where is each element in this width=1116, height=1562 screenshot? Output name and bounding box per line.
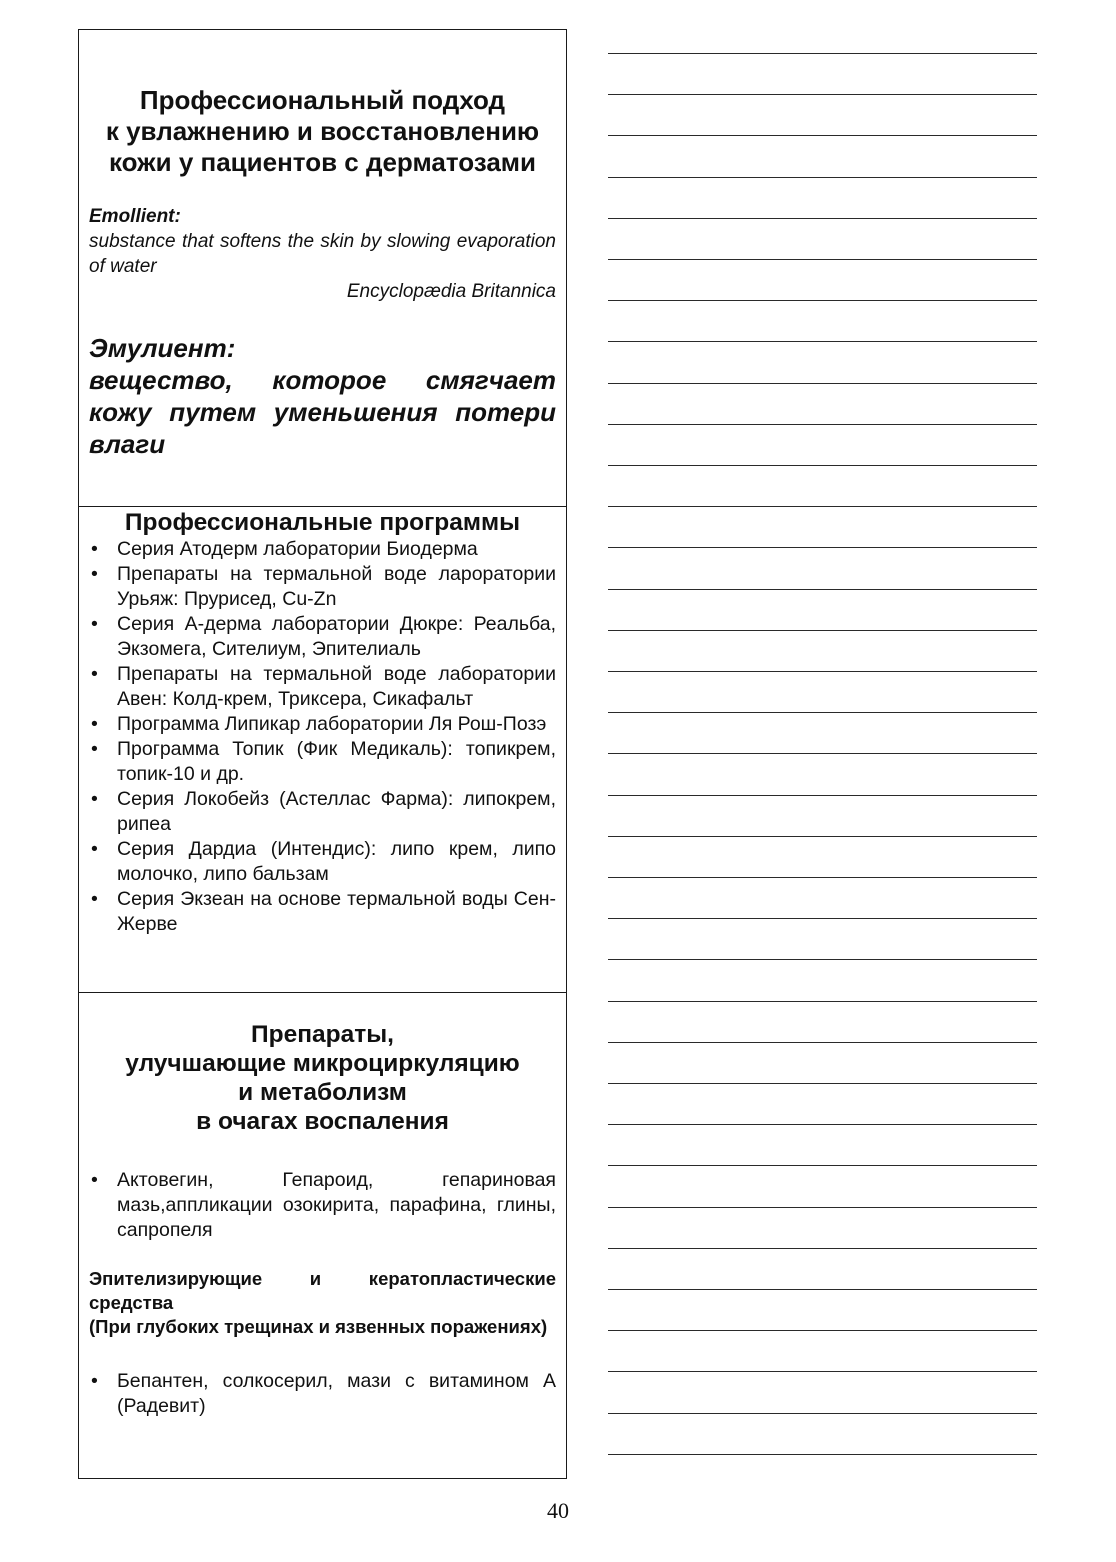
note-line (608, 836, 1037, 837)
subheading: Эпителизирующие и кератопластические средства (89, 1268, 556, 1313)
list-item: • Программа Топик (Фик Медикаль): топикрем, топик-10 и др. (89, 737, 556, 787)
ru-definition: вещество, которое смягчает кожу путем уменьшения потери влаги (89, 365, 556, 459)
notes-lines (608, 0, 1037, 1480)
list-item: • Серия Атодерм лаборатории Биодерма (89, 537, 556, 562)
note-line (608, 259, 1037, 260)
definition-text: substance that softens the skin by slowing evaporation of water (89, 231, 556, 277)
note-line (608, 94, 1037, 95)
list-item: • Серия А-дерма лаборатории Дюкре: Реальба, Экзомега, Сителиум, Эпителиаль (89, 612, 556, 662)
list-item: • Серия Локобейз (Астеллас Фарма): липокрем, рипеа (89, 787, 556, 837)
note-line (608, 341, 1037, 342)
section-title-line: улучшающие микроциркуляцию (125, 1050, 520, 1077)
section-title-line: и метаболизм (238, 1079, 407, 1106)
note-line (608, 547, 1037, 548)
note-line (608, 877, 1037, 878)
note-line (608, 135, 1037, 136)
note-line (608, 424, 1037, 425)
note-line (608, 630, 1037, 631)
section-divider (79, 506, 566, 507)
section-title: Профессиональные программы (124, 509, 521, 536)
page-number: 40 (547, 1498, 569, 1523)
note-line (608, 1371, 1037, 1372)
subheading-note: (При глубоких трещинах и язвенных поражениях) (89, 1316, 548, 1337)
epithelizing-list (89, 1369, 556, 1419)
note-line (608, 712, 1037, 713)
note-line (608, 1289, 1037, 1290)
note-line (608, 1330, 1037, 1331)
note-line (608, 1207, 1037, 1208)
definition-source: Encyclopædia Britannica (346, 281, 556, 302)
list-item: • Препараты на термальной воде лаборатории Авен: Колд-крем, Триксера, Сикафальт (89, 662, 556, 712)
note-line (608, 1042, 1037, 1043)
list-item: • Актовегин, Гепароид, гепариновая мазь,аппликации озокирита, парафина, глины, сапропеля (89, 1168, 556, 1243)
programs-list (89, 537, 556, 937)
section-title-line: Препараты, (251, 1021, 394, 1048)
ru-term: Эмулиент: (89, 333, 236, 363)
note-line (608, 177, 1037, 178)
note-line (608, 959, 1037, 960)
section-microcirculation (79, 1020, 566, 1419)
list-item: • Препараты на термальной воде лароратории Урьяж: Прурисед, Cu-Zn (89, 562, 556, 612)
note-line (608, 1165, 1037, 1166)
note-line (608, 753, 1037, 754)
note-line (608, 671, 1037, 672)
note-line (608, 1001, 1037, 1002)
note-line (608, 218, 1037, 219)
definition-term: Emollient: (89, 206, 181, 227)
note-line (608, 1124, 1037, 1125)
section-title-line: кожи у пациентов с дерматозами (108, 147, 537, 177)
note-line (608, 1248, 1037, 1249)
drugs-list (89, 1168, 556, 1243)
note-line (608, 1454, 1037, 1455)
note-line (608, 1413, 1037, 1414)
section-emollient (79, 85, 566, 460)
section-title-line: в очагах воспаления (196, 1108, 449, 1135)
section-divider (79, 992, 566, 993)
note-line (608, 53, 1037, 54)
note-line (608, 918, 1037, 919)
note-line (608, 1083, 1037, 1084)
note-line (608, 589, 1037, 590)
section-title-line: к увлажнению и восстановлению (105, 116, 540, 146)
note-line (608, 465, 1037, 466)
list-item: • Серия Экзеан на основе термальной воды Сен-Жерве (89, 887, 556, 937)
list-item: • Программа Липикар лаборатории Ля Рош-Позэ (89, 712, 556, 737)
note-line (608, 300, 1037, 301)
list-item: • Серия Дардиа (Интендис): липо крем, липо молочко, липо бальзам (89, 837, 556, 887)
note-line (608, 506, 1037, 507)
section-title-line: Профессиональный подход (139, 85, 506, 115)
section-programs (79, 508, 566, 937)
content-box (78, 29, 567, 1479)
list-item: • Бепантен, солкосерил, мази с витамином А (Радевит) (89, 1369, 556, 1419)
note-line (608, 795, 1037, 796)
note-line (608, 383, 1037, 384)
